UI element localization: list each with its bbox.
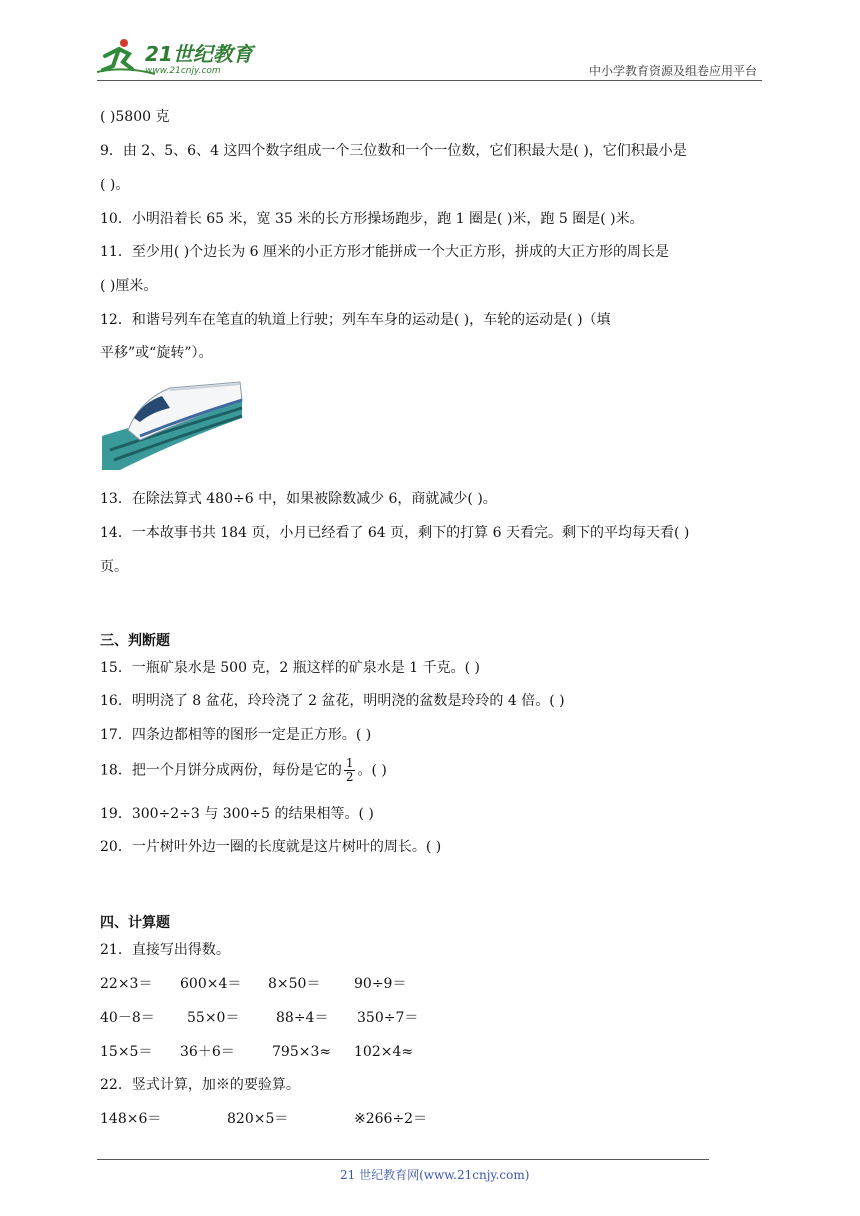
runner-logo-icon (95, 36, 265, 78)
calc-item: 795×3≈ (272, 1044, 332, 1060)
calc-item: ※266÷2＝ (354, 1111, 428, 1127)
train-image (100, 378, 243, 472)
platform-title: 中小学教育资源及组卷应用平台 (588, 64, 757, 78)
question-20: 20．一片树叶外边一圈的长度就是这片树叶的周长。( ) (100, 839, 442, 855)
question-14-cont: 页。 (100, 559, 128, 575)
footer-text: 21 世纪教育网(www.21cnjy.com) (340, 1168, 530, 1182)
svg-text:www.21cnjy.com: www.21cnjy.com (145, 66, 221, 76)
fraction-denominator: 2 (345, 770, 354, 784)
section-calc-title: 四、计算题 (100, 915, 170, 931)
question-15: 15．一瓶矿泉水是 500 克，2 瓶这样的矿泉水是 1 千克。( ) (100, 660, 480, 676)
calc-item: 350÷7＝ (357, 1010, 419, 1026)
question-13: 13．在除法算式 480÷6 中，如果被除数减少 6，商就减少( )。 (100, 491, 497, 507)
section-judgment-title: 三、判断题 (100, 633, 170, 649)
footer-divider (97, 1159, 709, 1160)
question-14: 14．一本故事书共 184 页，小月已经看了 64 页，剩下的打算 6 天看完。剩下的平均每天看( ) (100, 525, 690, 541)
bullet-train-icon (100, 378, 243, 472)
question-22: 22．竖式计算，加※的要验算。 (100, 1077, 300, 1093)
question-9-cont: ( )。 (100, 177, 130, 193)
svg-text:21世纪教育: 21世纪教育 (145, 42, 253, 66)
question-21: 21．直接写出得数。 (100, 942, 230, 958)
question-19: 19．300÷2÷3 与 300÷5 的结果相等。( ) (100, 806, 374, 822)
calc-item: 55×0＝ (187, 1010, 240, 1026)
calc-item: 600×4＝ (180, 976, 242, 992)
calc-item: 820×5＝ (227, 1111, 289, 1127)
calc-item: 8×50＝ (268, 976, 321, 992)
calc-item: 22×3＝ (100, 976, 153, 992)
question-10: 10．小明沿着长 65 米，宽 35 米的长方形操场跑步，跑 1 圈是( )米，跑 5 圈是( )米。 (100, 211, 644, 227)
question-18-blank: 。( ) (357, 762, 387, 779)
calc-item: 148×6＝ (100, 1111, 162, 1127)
question-11-cont: ( )厘米。 (100, 278, 158, 294)
site-logo (95, 36, 265, 78)
question-17: 17．四条边都相等的图形一定是正方形。( ) (100, 727, 372, 743)
calc-item: 36＋6＝ (180, 1044, 235, 1060)
fraction-numerator: 1 (345, 756, 354, 770)
question-16: 16．明明浇了 8 盆花，玲玲浇了 2 盆花，明明浇的盆数是玲玲的 4 倍。( ) (100, 693, 565, 709)
calc-item: 88÷4＝ (276, 1010, 329, 1026)
question-18 (100, 757, 387, 784)
fraction-one-half (344, 757, 356, 784)
question-11: 11．至少用( )个边长为 6 厘米的小正方形才能拼成一个大正方形，拼成的大正方形的周长是 (100, 244, 669, 260)
question-18-text: 18．把一个月饼分成两份，每份是它的 (100, 762, 342, 779)
calc-item: 90÷9＝ (354, 976, 407, 992)
header-divider (97, 80, 762, 81)
question-9: 9．由 2、5、6、4 这四个数字组成一个三位数和一个一位数，它们积最大是( )，它们积最小是 (100, 143, 687, 159)
calc-item: 40－8＝ (100, 1010, 155, 1026)
calc-item: 15×5＝ (100, 1044, 153, 1060)
question-12-cont: 平移”或“旋转”）。 (100, 345, 213, 361)
calc-item: 102×4≈ (354, 1044, 414, 1060)
question-8-tail: ( )5800 克 (100, 109, 170, 125)
question-12: 12．和谐号列车在笔直的轨道上行驶；列车车身的运动是( )，车轮的运动是( )（填 (100, 312, 611, 328)
